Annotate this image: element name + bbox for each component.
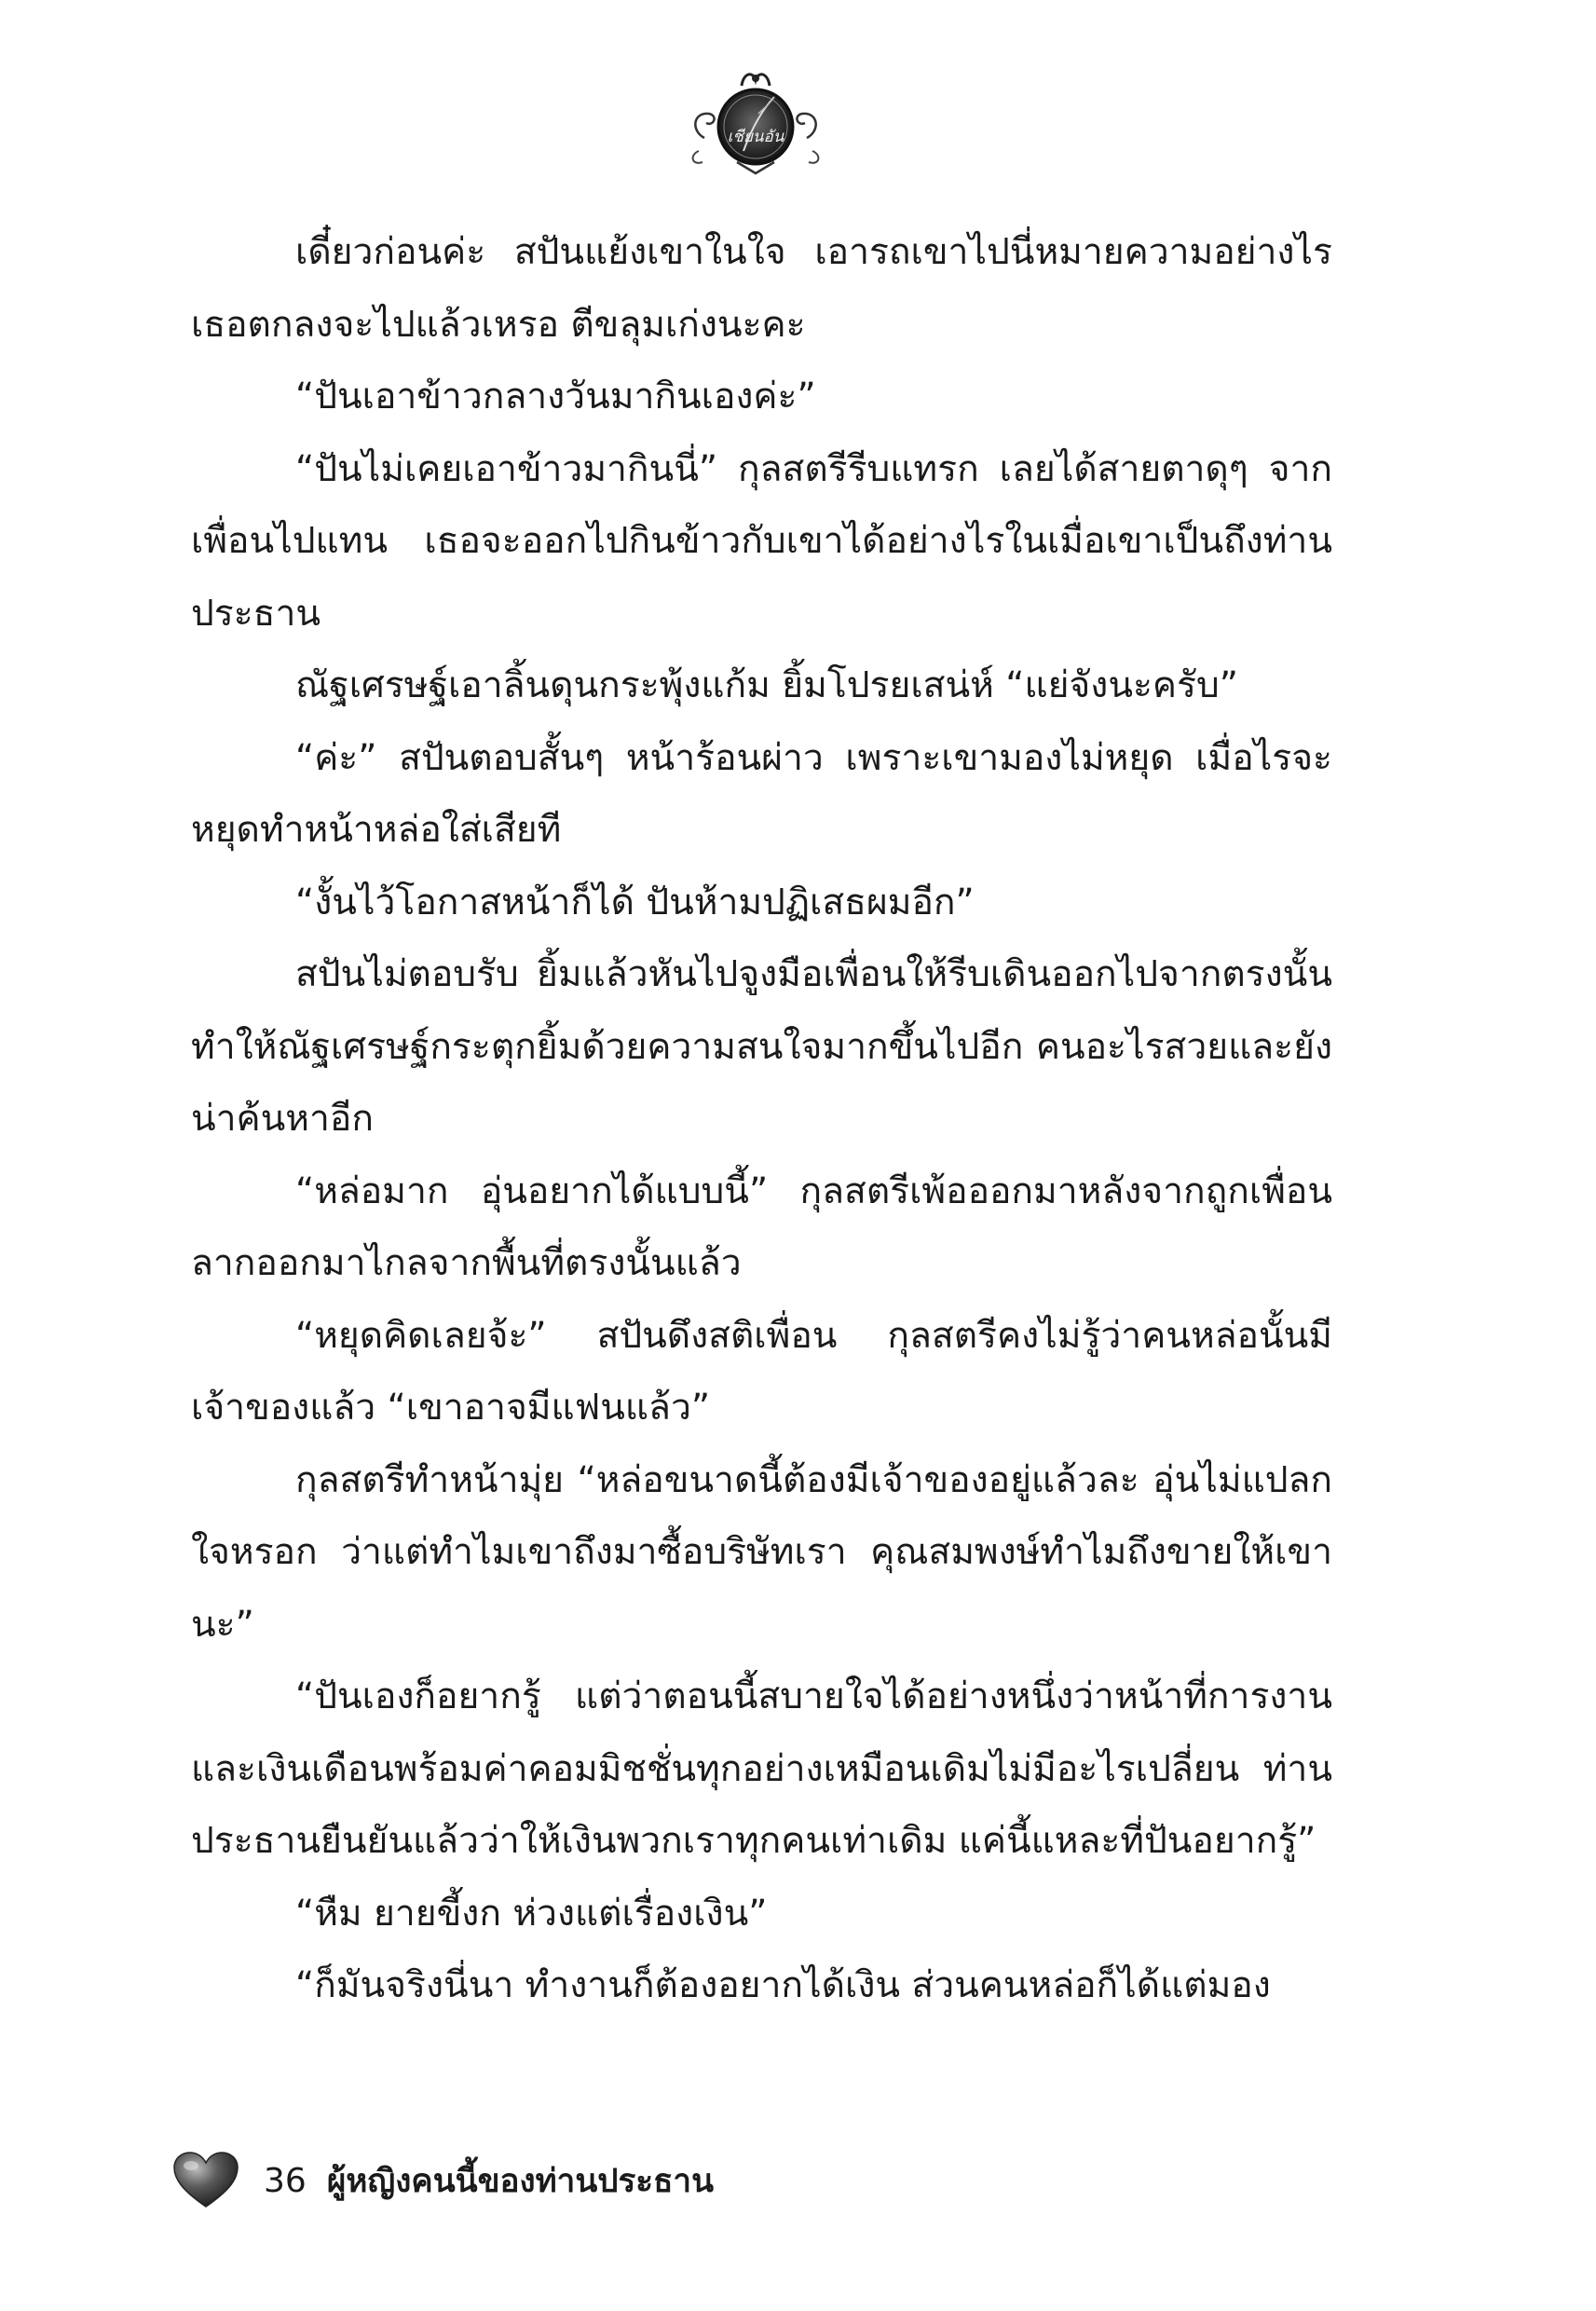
- paragraph: ณัฐเศรษฐ์เอาลิ้นดุนกระพุ้งแก้ม ยิ้มโปรยเสน่ห์ “แย่จังนะครับ”: [295, 664, 1238, 706]
- paragraph: “ปันเอาข้าวกลางวันมากินเองค่ะ”: [295, 376, 816, 417]
- paragraph: “ปันไม่เคยเอาข้าวมากินนี่” กุลสตรีรีบแทรก เลยได้สายตาดุๆ จากเพื่อนไปแทน เธอจะออกไปกินข้าวกับเขาได้อย่างไรในเมื่อเขาเป็นถึงท่านประธาน: [191, 447, 1332, 635]
- book-title: ผู้หญิงคนนี้ของท่านประธาน: [326, 2162, 715, 2200]
- paragraph: “หยุดคิดเลยจ้ะ” สปันดึงสติเพื่อน กุลสตรีคงไม่รู้ว่าคนหล่อนั้นมีเจ้าของแล้ว “เขาอาจมีแฟนแล้ว”: [191, 1314, 1332, 1429]
- paragraph: กุลสตรีทำหน้ามุ่ย “หล่อขนาดนี้ต้องมีเจ้าของอยู่แล้วละ อุ่นไม่แปลกใจหรอก ว่าแต่ทำไมเขาถึงมาซื้อบริษัทเรา คุณสมพงษ์ทำไมถึงขายให้เขานะ”: [191, 1458, 1332, 1646]
- paragraph: “ค่ะ” สปันตอบสั้นๆ หน้าร้อนผ่าว เพราะเขามองไม่หยุด เมื่อไรจะหยุดทำหน้าหล่อใส่เสียที: [191, 736, 1332, 851]
- paragraph: “งั้นไว้โอกาสหน้าก็ได้ ปันห้ามปฏิเสธผมอีก”: [295, 881, 975, 923]
- paragraph: “ก็มันจริงนี่นา ทำงานก็ต้องอยากได้เงิน ส่วนคนหล่อก็ได้แต่มอง: [295, 1964, 1271, 2006]
- page-number: 36: [264, 2161, 307, 2200]
- paragraph: เดี๋ยวก่อนค่ะ สปันแย้งเขาในใจ เอารถเขาไปนี่หมายความอย่างไร เธอตกลงจะไปแล้วเหรอ ตีขลุมเก่งนะคะ: [191, 231, 1332, 346]
- header-logo: [686, 65, 825, 177]
- paragraph: สปันไม่ตอบรับ ยิ้มแล้วหันไปจูงมือเพื่อนให้รีบเดินออกไปจากตรงนั้น ทำให้ณัฐเศรษฐ์กระตุกยิ้มด้วยความสนใจมากขึ้นไปอีก คนอะไรสวยและยังน่าค้นหาอีก: [191, 953, 1332, 1140]
- heart-icon: [172, 2151, 239, 2210]
- paragraph: “ปันเองก็อยากรู้ แต่ว่าตอนนี้สบายใจได้อย่างหนึ่งว่าหน้าที่การงานและเงินเดือนพร้อมค่าคอมมิชชั่นทุกอย่างเหมือนเดิมไม่มีอะไรเปลี่ยน ท่านประธานยืนยันแล้วว่าให้เงินพวกเราทุกคนเท่าเดิม แค่นี้แหละที่ปันอยากรู้”: [191, 1675, 1332, 1862]
- chapter-text: [191, 216, 1332, 2022]
- paragraph: “หืม ยายขี้งก ห่วงแต่เรื่องเงิน”: [295, 1892, 768, 1935]
- page-footer: [172, 2148, 918, 2213]
- ornamental-crest-icon: [686, 65, 825, 177]
- paragraph: “หล่อมาก อุ่นอยากได้แบบนี้” กุลสตรีเพ้อออกมาหลังจากถูกเพื่อนลากออกมาไกลจากพื้นที่ตรงนั้นแล้ว: [191, 1169, 1332, 1284]
- logo-text: เชียนอัน: [727, 128, 784, 146]
